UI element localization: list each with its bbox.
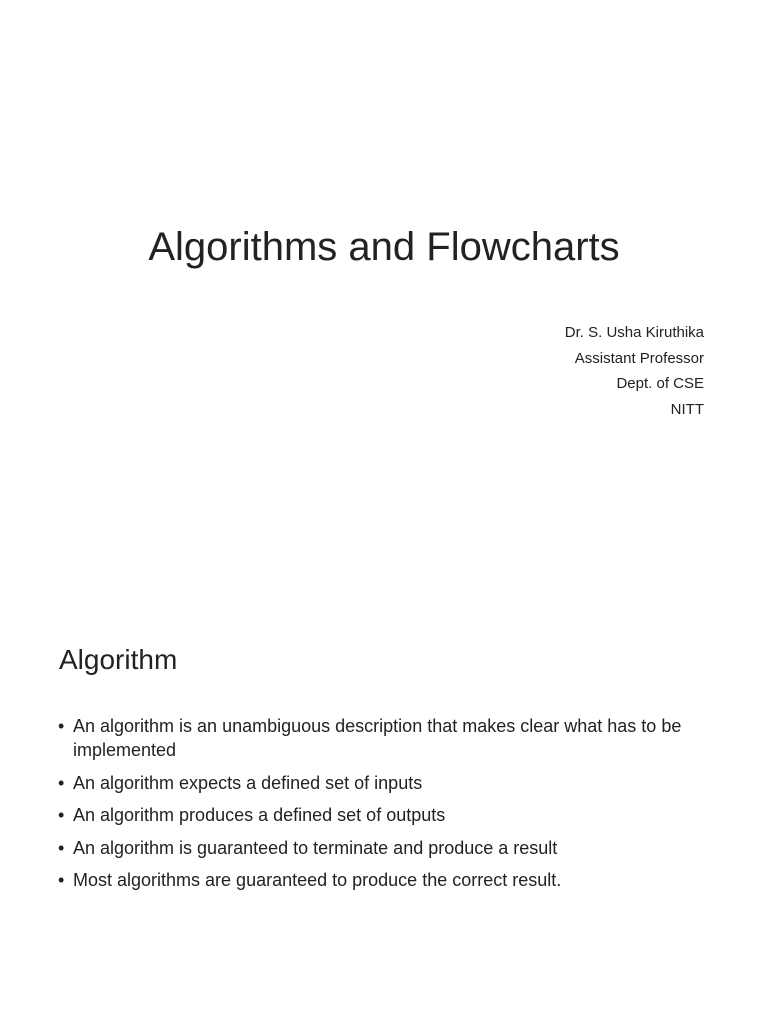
bullet-text: An algorithm is an unambiguous description that makes clear what has to be implemented xyxy=(73,716,682,760)
bullet-text: An algorithm produces a defined set of outputs xyxy=(73,805,446,825)
algorithm-slide xyxy=(0,512,768,1024)
bullet-glyph: • xyxy=(58,772,65,793)
bullet-glyph: • xyxy=(58,837,65,858)
list-item xyxy=(58,836,708,860)
list-item xyxy=(58,771,708,795)
author-department: Dept. of CSE xyxy=(616,375,704,392)
slide-heading: Algorithm xyxy=(59,644,178,675)
presentation-title: Algorithms and Flowcharts xyxy=(148,225,620,269)
bullet-text: An algorithm expects a defined set of inputs xyxy=(73,772,423,793)
author-block xyxy=(565,320,704,422)
bullet-list xyxy=(58,714,708,901)
bullet-glyph: • xyxy=(58,870,65,890)
author-position: Assistant Professor xyxy=(574,349,704,367)
bullet-glyph: • xyxy=(58,805,65,825)
bullet-text: An algorithm is guaranteed to terminate and produce a result xyxy=(73,837,558,858)
list-item xyxy=(58,803,708,827)
bullet-glyph: • xyxy=(58,716,65,736)
author-name: Dr. S. Usha Kiruthika xyxy=(564,324,704,341)
list-item xyxy=(58,868,708,892)
list-item xyxy=(58,714,708,762)
bullet-text: Most algorithms are guaranteed to produce the correct result. xyxy=(73,870,562,890)
author-institution: NITT xyxy=(670,400,704,418)
